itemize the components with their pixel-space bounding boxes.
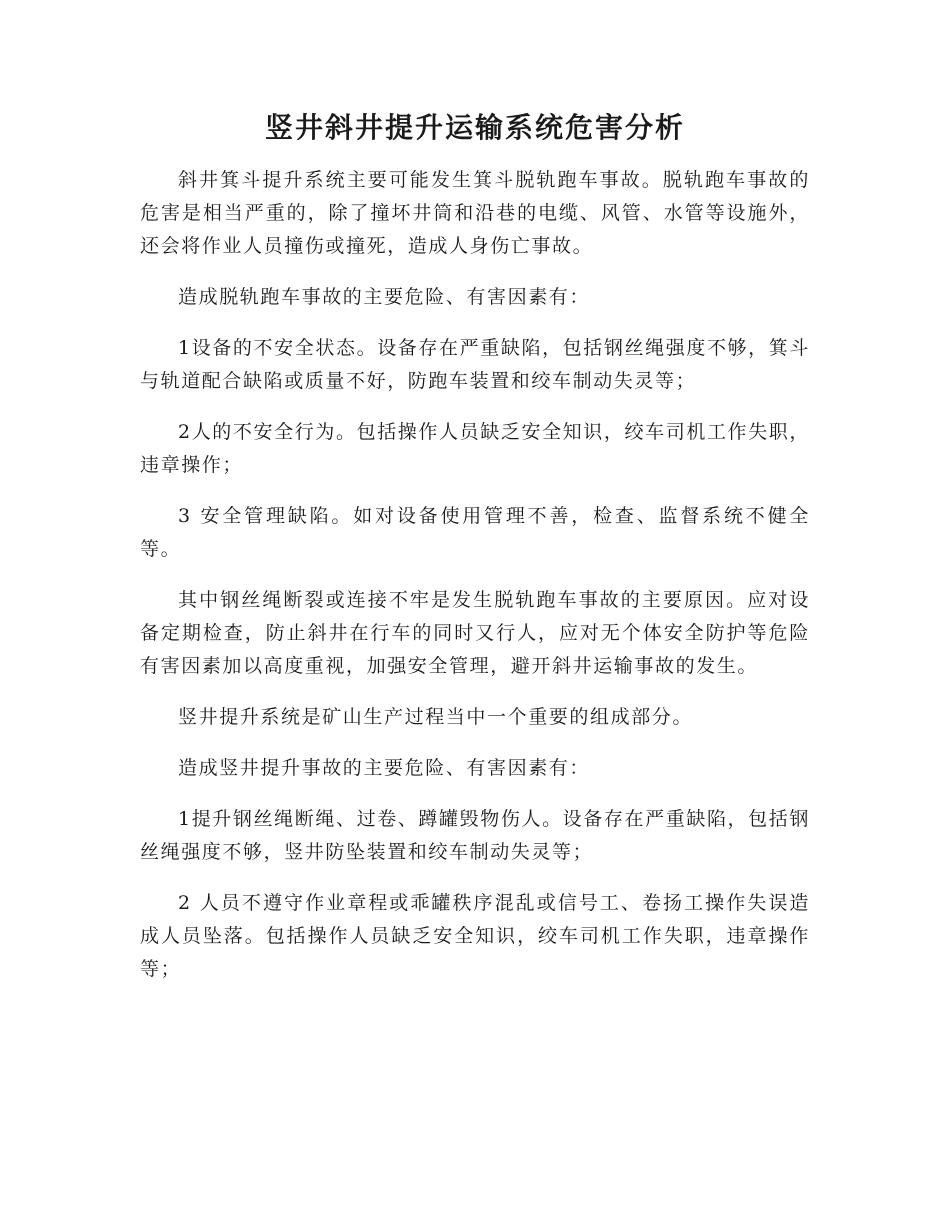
paragraph-3: 1设备的不安全状态。设备存在严重缺陷，包括钢丝绳强度不够，箕斗与轨道配合缺陷或质量不好，防跑车装置和绞车制动失灵等； [140, 337, 810, 392]
paragraph-5: 3 安全管理缺陷。如对设备使用管理不善，检查、监督系统不健全等。 [140, 505, 810, 560]
paragraph-4: 2人的不安全行为。包括操作人员缺乏安全知识，绞车司机工作失职，违章操作； [140, 421, 810, 476]
paragraph-8: 造成竖井提升事故的主要危险、有害因素有： [178, 757, 591, 779]
paragraph-7: 竖井提升系统是矿山生产过程当中一个重要的组成部分。 [178, 706, 694, 728]
paragraph-6: 其中钢丝绳断裂或连接不牢是发生脱轨跑车事故的主要原因。应对设备定期检查，防止斜井在行车的同时又行人，应对无个体安全防护等危险有害因素加以高度重视，加强安全管理，避开斜井运输事故的发生。 [140, 589, 810, 677]
document-title: 竖井斜井提升运输系统危害分析 [264, 111, 685, 144]
paragraph-10: 2 人员不遵守作业章程或乖罐秩序混乱或信号工、卷扬工操作失误造成人员坠落。包括操作人员缺乏安全知识，绞车司机工作失职，违章操作等； [140, 892, 810, 980]
paragraph-1: 斜井箕斗提升系统主要可能发生箕斗脱轨跑车事故。脱轨跑车事故的危害是相当严重的，除了撞坏井筒和沿巷的电缆、风管、水管等设施外，还会将作业人员撞伤或撞死，造成人身伤亡事故。 [140, 169, 810, 257]
document-page [140, 108, 810, 1004]
paragraph-2: 造成脱轨跑车事故的主要危险、有害因素有： [178, 286, 591, 308]
paragraph-9: 1提升钢丝绳断绳、过卷、蹲罐毁物伤人。设备存在严重缺陷，包括钢丝绳强度不够，竖井防坠装置和绞车制动失灵等； [140, 808, 810, 863]
